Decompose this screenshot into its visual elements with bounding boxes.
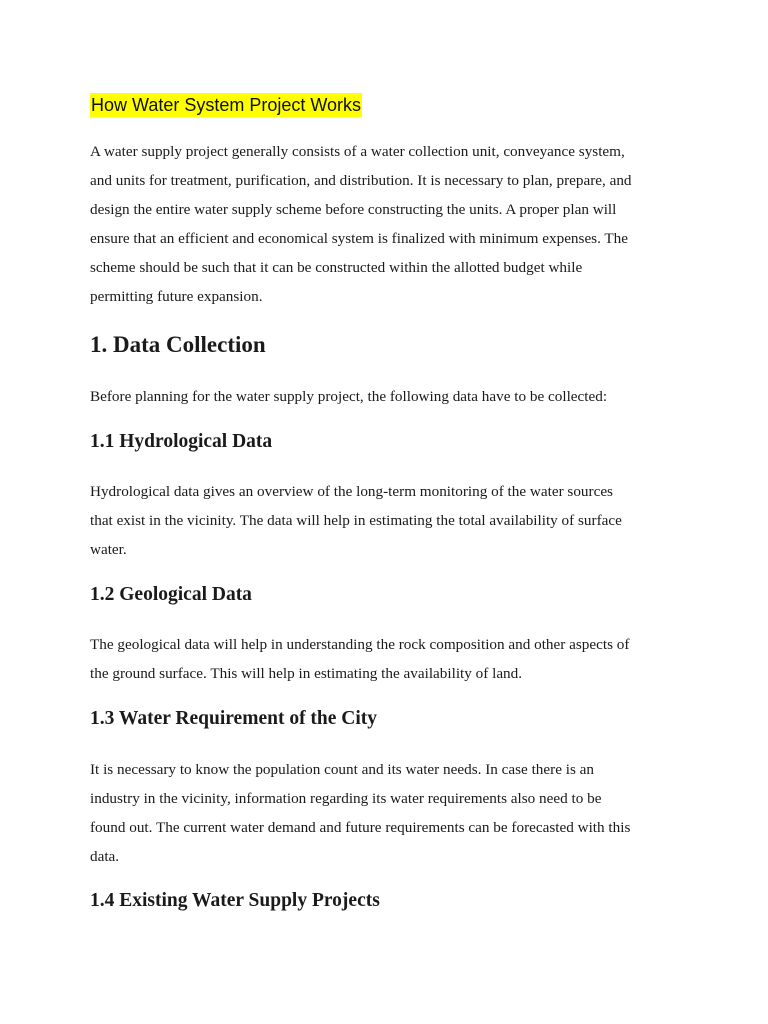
paragraph-line: industry in the vicinity, information regarding its water requirements also need to be: [90, 790, 602, 807]
section-heading-existing-projects: 1.4 Existing Water Supply Projects: [90, 890, 380, 911]
water-requirement-paragraph: [90, 755, 690, 871]
paragraph-line: Before planning for the water supply project, the following data have to be collected:: [90, 388, 608, 405]
intro-line: scheme should be such that it can be constructed within the allotted budget while: [90, 259, 583, 276]
intro-line: design the entire water supply scheme before constructing the units. A proper plan will: [90, 201, 617, 218]
paragraph-line: It is necessary to know the population count and its water needs. In case there is an: [90, 761, 594, 778]
paragraph-line: that exist in the vicinity. The data will help in estimating the total availability of surface: [90, 512, 622, 529]
data-collection-paragraph: [90, 382, 690, 411]
intro-line: ensure that an efficient and economical system is finalized with minimum expenses. The: [90, 230, 629, 247]
section-heading-data-collection: 1. Data Collection: [90, 332, 266, 357]
paragraph-line: Hydrological data gives an overview of the long-term monitoring of the water sources: [90, 483, 613, 500]
paragraph-line: data.: [90, 848, 120, 865]
hydrological-paragraph: [90, 477, 690, 564]
intro-line: A water supply project generally consists of a water collection unit, conveyance system,: [90, 143, 625, 160]
paragraph-line: the ground surface. This will help in estimating the availability of land.: [90, 665, 523, 682]
intro-line: permitting future expansion.: [90, 288, 263, 305]
section-heading-geological-data: 1.2 Geological Data: [90, 584, 252, 605]
paragraph-line: water.: [90, 541, 127, 558]
section-heading-hydrological-data: 1.1 Hydrological Data: [90, 431, 273, 452]
intro-line: and units for treatment, purification, and distribution. It is necessary to plan, prepare, and: [90, 172, 632, 189]
document-title: How Water System Project Works: [91, 95, 362, 115]
intro-paragraph: [90, 137, 690, 311]
geological-paragraph: [90, 630, 690, 688]
section-heading-water-requirement: 1.3 Water Requirement of the City: [90, 708, 378, 729]
paragraph-line: found out. The current water demand and future requirements can be forecasted with this: [90, 819, 631, 836]
paragraph-line: The geological data will help in understanding the rock composition and other aspects of: [90, 636, 630, 653]
